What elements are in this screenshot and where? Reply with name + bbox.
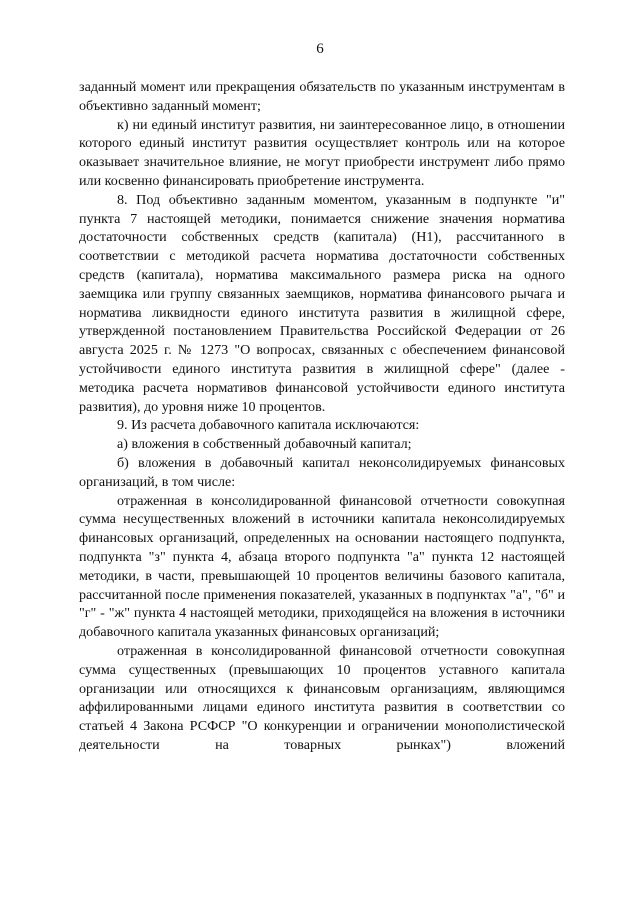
paragraph-subitem-b: б) вложения в добавочный капитал неконсолидируемых финансовых организаций, в том числе: <box>79 454 565 490</box>
paragraph-subitem-k: к) ни единый институт развития, ни заинтересованное лицо, в отношении которого единый институт развития осуществляет контроль или на которое оказывает значительное влияние, не могут приобрести инструмент либо прямо или косвенно финансировать приобретение инструмента. <box>79 116 565 189</box>
paragraph-continuation: заданный момент или прекращения обязательств по указанным инструментам в объективно заданный момент; <box>79 79 565 114</box>
paragraph-item-9: 9. Из расчета добавочного капитала исключаются: <box>117 417 420 434</box>
paragraph-insignificant-investments: отраженная в консолидированной финансовой отчетности совокупная сумма несущественных вложений в источники капитала неконсолидируемых финансовых организаций, определенных на основании настоящего подпункта, подпункта "з" пункта 4, абзаца второго подпункта "а" пункта 12 настоящей методики, в части, превышающей 10 процентов величины базового капитала, рассчитанной после применения показателей, указанных в подпунктах "а", "б" и "г" - "ж" пункта 4 настоящей методики, приходящейся на вложения в источники добавочного капитала указанных финансовых организаций; <box>79 492 565 641</box>
document-body <box>79 78 565 755</box>
paragraph-item-8: 8. Под объективно заданным моментом, указанным в подпункте "и" пункта 7 настоящей методики, понимается снижение значения норматива достаточности собственных средств (капитала) (Н1), рассчитанного в соответствии с методикой расчета норматива достаточности собственных средств (капитала), норматива максимального размера риска на одного заемщика или группу связанных заемщиков, норматива финансового рычага и норматива ликвидности единого института развития в жилищной сфере, утвержденной постановлением Правительства Российской Федерации от 26 августа 2025 г. № 1273 "О вопросах, связанных с обеспечением финансовой устойчивости единого института развития в жилищной сфере" (далее - методика расчета нормативов финансовой устойчивости единого института развития), до уровня ниже 10 процентов. <box>79 191 565 415</box>
page-number: 6 <box>316 41 324 57</box>
paragraph-significant-investments: отраженная в консолидированной финансовой отчетности совокупная сумма существенных (превышающих 10 процентов уставного капитала организации или относящихся к финансовым организациям, являющимся аффилированными лицами единого института развития в соответствии со статьей 4 Закона РСФСР "О конкуренции и ограничении монополистической деятельности на товарных рынках") вложений <box>79 642 565 753</box>
paragraph-subitem-a: а) вложения в собственный добавочный капитал; <box>117 436 412 453</box>
